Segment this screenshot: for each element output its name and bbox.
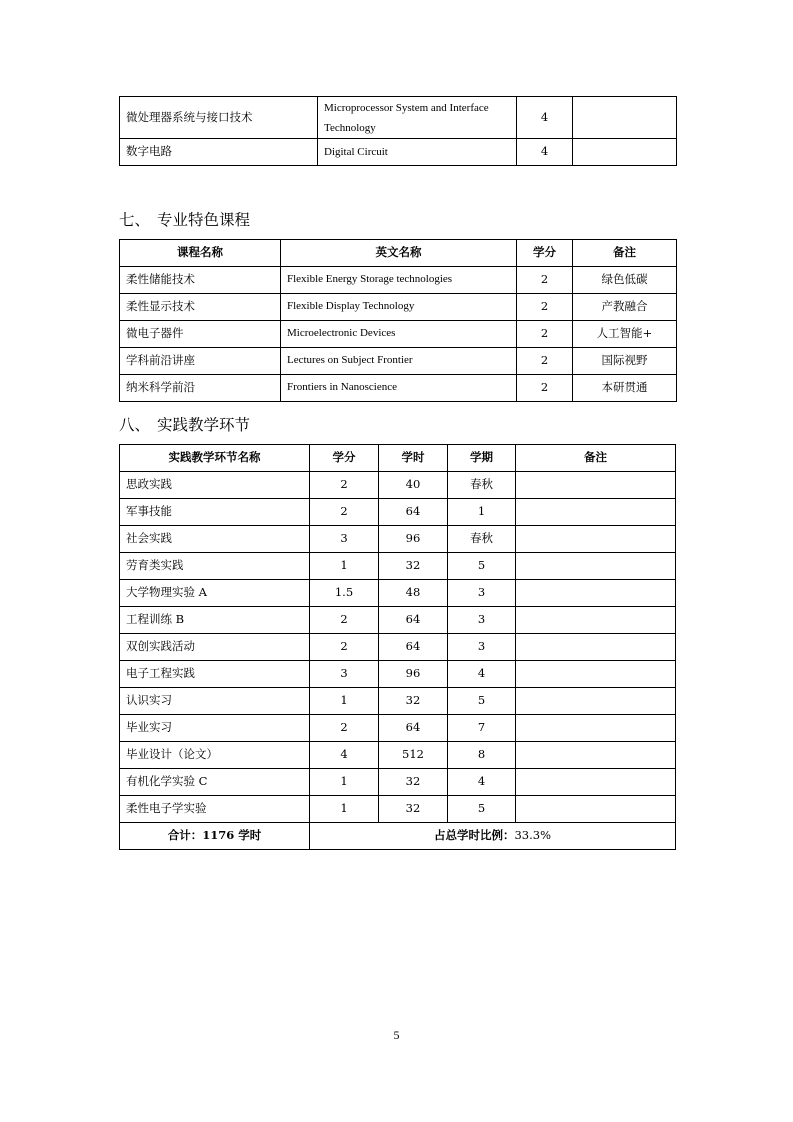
course-credits: 4: [517, 97, 573, 139]
course-credits: 2: [517, 267, 573, 294]
practice-note: [516, 688, 676, 715]
column-header: 备注: [516, 445, 676, 472]
practice-hours: 96: [379, 526, 448, 553]
section-heading-practice-teaching: [119, 413, 250, 435]
column-header: 课程名称: [120, 240, 281, 267]
practice-note: [516, 553, 676, 580]
table-header-row: [120, 445, 676, 472]
column-header: 学期: [448, 445, 516, 472]
practice-name: 认识实习: [120, 688, 310, 715]
table-row: [120, 715, 676, 742]
course-credits: 2: [517, 294, 573, 321]
course-note: 绿色低碳: [573, 267, 677, 294]
practice-hours: 32: [379, 688, 448, 715]
table-row: [120, 796, 676, 823]
practice-note: [516, 796, 676, 823]
section-number: 七、: [119, 211, 151, 229]
practice-name: 军事技能: [120, 499, 310, 526]
section-title: 实践教学环节: [157, 416, 251, 434]
practice-name: 工程训练 B: [120, 607, 310, 634]
practice-credits: 1: [310, 796, 379, 823]
practice-name: 柔性电子学实验: [120, 796, 310, 823]
practice-term: 春秋: [448, 526, 516, 553]
table-row: [120, 553, 676, 580]
practice-name: 劳育类实践: [120, 553, 310, 580]
practice-name: 双创实践活动: [120, 634, 310, 661]
practice-credits: 2: [310, 715, 379, 742]
practice-name: 有机化学实验 C: [120, 769, 310, 796]
practice-note: [516, 715, 676, 742]
course-name-cn: 柔性储能技术: [120, 267, 281, 294]
practice-name: 毕业实习: [120, 715, 310, 742]
table-row: [120, 580, 676, 607]
practice-term: 5: [448, 688, 516, 715]
practice-note: [516, 661, 676, 688]
practice-hours: 64: [379, 715, 448, 742]
practice-note: [516, 472, 676, 499]
table-row: [120, 348, 677, 375]
table-row: [120, 688, 676, 715]
table-row: [120, 139, 677, 166]
table-row: [120, 375, 677, 402]
practice-name: 社会实践: [120, 526, 310, 553]
column-header: 学时: [379, 445, 448, 472]
course-name-en: Flexible Energy Storage technologies: [281, 267, 517, 294]
total-hours: 合计：1176 学时: [120, 823, 310, 850]
course-note: [573, 97, 677, 139]
section-heading-featured-courses: [119, 208, 250, 230]
practice-name: 电子工程实践: [120, 661, 310, 688]
practice-name: 大学物理实验 A: [120, 580, 310, 607]
course-name-cn: 微处理器系统与接口技术: [120, 97, 318, 139]
table-row: [120, 97, 677, 139]
practice-hours: 32: [379, 553, 448, 580]
course-note: 本研贯通: [573, 375, 677, 402]
course-note: 国际视野: [573, 348, 677, 375]
practice-hours: 32: [379, 769, 448, 796]
course-credits: 4: [517, 139, 573, 166]
practice-term: 3: [448, 634, 516, 661]
practice-note: [516, 769, 676, 796]
column-header: 备注: [573, 240, 677, 267]
course-name-en-line2: Technology: [324, 121, 376, 134]
course-credits: 2: [517, 321, 573, 348]
practice-hours: 512: [379, 742, 448, 769]
table-row: [120, 769, 676, 796]
table-row: [120, 294, 677, 321]
featured-courses-table: [119, 239, 677, 402]
practice-note: [516, 580, 676, 607]
course-name-cn: 数字电路: [120, 139, 318, 166]
column-header: 英文名称: [281, 240, 517, 267]
course-name-en: Flexible Display Technology: [281, 294, 517, 321]
practice-hours: 64: [379, 607, 448, 634]
course-name-cn: 微电子器件: [120, 321, 281, 348]
practice-term: 春秋: [448, 472, 516, 499]
course-name-en-line1: Microprocessor System and Interface: [324, 101, 489, 114]
course-name-cn: 学科前沿讲座: [120, 348, 281, 375]
column-header: 学分: [517, 240, 573, 267]
course-note: 产教融合: [573, 294, 677, 321]
practice-credits: 3: [310, 526, 379, 553]
table-row: [120, 472, 676, 499]
practice-note: [516, 742, 676, 769]
practice-term: 4: [448, 661, 516, 688]
course-name-cn: 纳米科学前沿: [120, 375, 281, 402]
practice-note: [516, 634, 676, 661]
course-name-cn: 柔性显示技术: [120, 294, 281, 321]
practice-term: 4: [448, 769, 516, 796]
practice-name: 思政实践: [120, 472, 310, 499]
course-name-en: Digital Circuit: [318, 139, 517, 166]
practice-credits: 1: [310, 769, 379, 796]
practice-hours: 40: [379, 472, 448, 499]
hours-ratio: [310, 823, 676, 850]
practice-term: 1: [448, 499, 516, 526]
course-credits: 2: [517, 348, 573, 375]
practice-credits: 2: [310, 634, 379, 661]
practice-credits: 1: [310, 553, 379, 580]
course-credits: 2: [517, 375, 573, 402]
table-row: [120, 634, 676, 661]
table-total-row: [120, 823, 676, 850]
hours-ratio-value: 33.3%: [514, 828, 552, 843]
practice-teaching-table: [119, 444, 676, 850]
practice-credits: 2: [310, 472, 379, 499]
section-number: 八、: [119, 416, 151, 434]
practice-hours: 32: [379, 796, 448, 823]
table-row: [120, 267, 677, 294]
table-row: [120, 499, 676, 526]
course-name-en: [318, 97, 517, 139]
practice-hours: 48: [379, 580, 448, 607]
practice-term: 5: [448, 796, 516, 823]
practice-hours: 64: [379, 634, 448, 661]
practice-term: 5: [448, 553, 516, 580]
practice-note: [516, 499, 676, 526]
practice-note: [516, 526, 676, 553]
course-name-en: Microelectronic Devices: [281, 321, 517, 348]
practice-term: 8: [448, 742, 516, 769]
course-note: 人工智能+: [573, 321, 677, 348]
column-header: 实践教学环节名称: [120, 445, 310, 472]
table-row: [120, 661, 676, 688]
course-name-en: Frontiers in Nanoscience: [281, 375, 517, 402]
practice-credits: 1.5: [310, 580, 379, 607]
practice-credits: 2: [310, 607, 379, 634]
course-table-continued: [119, 96, 677, 166]
section-title: 专业特色课程: [157, 211, 251, 229]
course-note: [573, 139, 677, 166]
page-number: 5: [393, 1028, 400, 1042]
course-name-en: Lectures on Subject Frontier: [281, 348, 517, 375]
table-row: [120, 321, 677, 348]
practice-note: [516, 607, 676, 634]
practice-credits: 3: [310, 661, 379, 688]
table-row: [120, 607, 676, 634]
table-row: [120, 742, 676, 769]
practice-term: 7: [448, 715, 516, 742]
practice-term: 3: [448, 607, 516, 634]
table-header-row: [120, 240, 677, 267]
table-row: [120, 526, 676, 553]
practice-credits: 4: [310, 742, 379, 769]
practice-credits: 2: [310, 499, 379, 526]
hours-ratio-label: 占总学时比例：: [433, 828, 515, 843]
practice-name: 毕业设计（论文）: [120, 742, 310, 769]
practice-hours: 96: [379, 661, 448, 688]
column-header: 学分: [310, 445, 379, 472]
practice-term: 3: [448, 580, 516, 607]
practice-hours: 64: [379, 499, 448, 526]
practice-credits: 1: [310, 688, 379, 715]
